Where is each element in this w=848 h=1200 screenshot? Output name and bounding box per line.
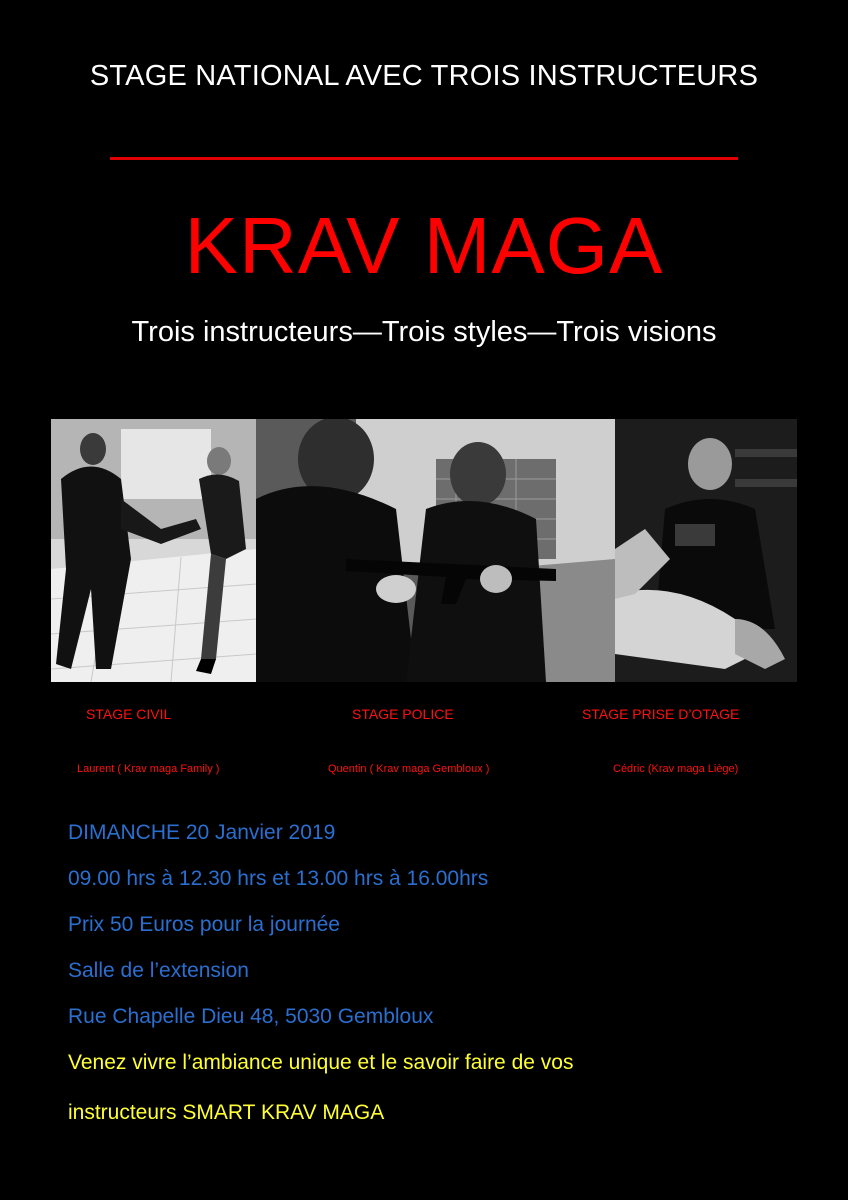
event-hours: 09.00 hrs à 12.30 hrs et 13.00 hrs à 16.00hrs (68, 867, 489, 890)
photo-police-rifle (256, 419, 615, 682)
stage-label-civil: STAGE CIVIL (86, 706, 172, 722)
pre-title: STAGE NATIONAL AVEC TROIS INSTRUCTEURS (89, 60, 759, 92)
stage-label-hostage: STAGE PRISE D’OTAGE (582, 706, 740, 722)
subtitle: Trois instructeurs—Trois styles—Trois visions (131, 316, 717, 348)
event-address: Rue Chapelle Dieu 48, 5030 Gembloux (68, 1005, 434, 1028)
event-price: Prix 50 Euros pour la journée (68, 913, 340, 936)
instructor-quentin: Quentin ( Krav maga Gembloux ) (328, 763, 490, 775)
photo-hostage (615, 419, 797, 682)
red-divider (110, 157, 738, 160)
photo-civil-kick (51, 419, 256, 682)
promo-line-1: Venez vivre l’ambiance unique et le savoir faire de vos (68, 1051, 574, 1074)
event-date: DIMANCHE 20 Janvier 2019 (68, 821, 336, 844)
instructor-laurent: Laurent ( Krav maga Family ) (77, 763, 220, 775)
main-title: KRAV MAGA (184, 201, 664, 290)
promo-line-2: instructeurs SMART KRAV MAGA (68, 1101, 385, 1124)
stage-label-police: STAGE POLICE (352, 706, 454, 722)
instructor-cedric: Cédric (Krav maga Liège) (613, 763, 739, 775)
event-venue: Salle de l’extension (68, 959, 249, 982)
